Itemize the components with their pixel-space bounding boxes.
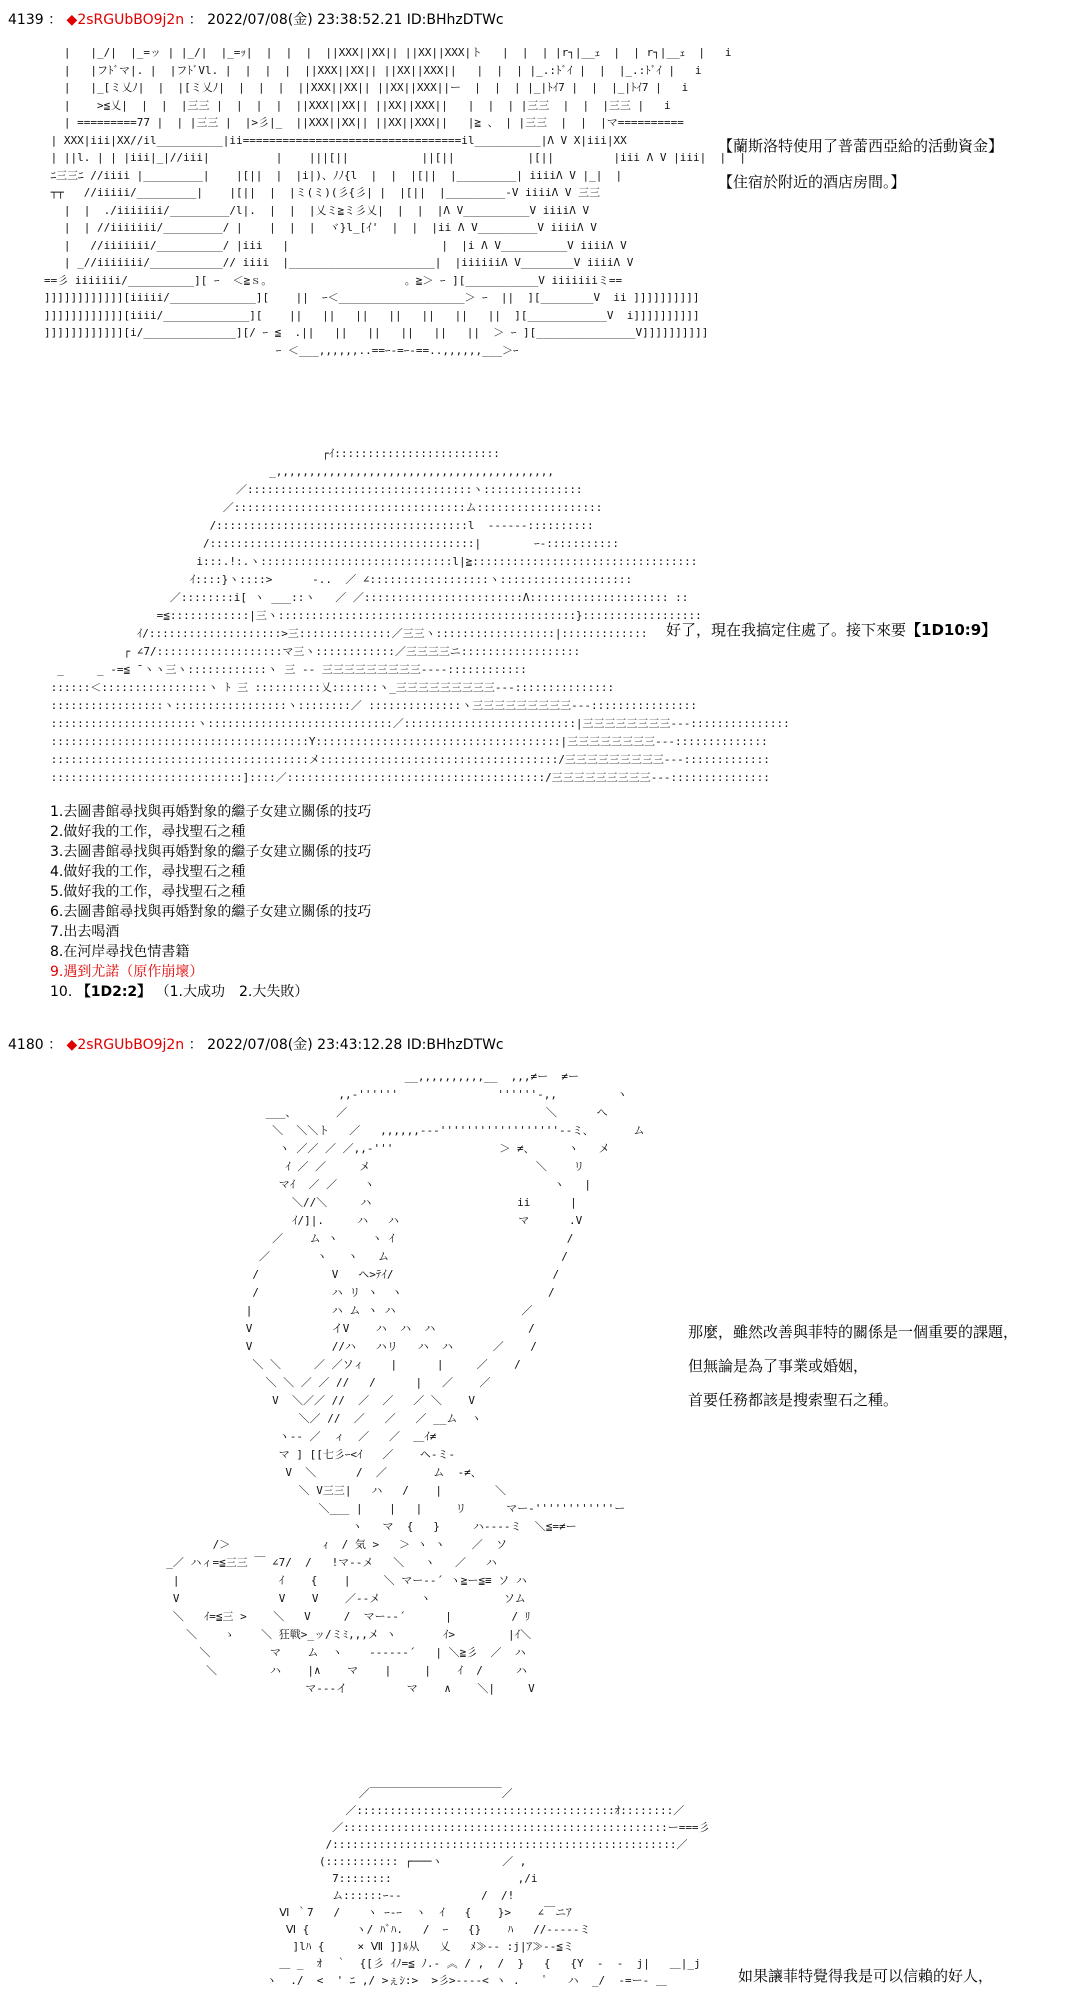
post-number: 4180: [8, 1037, 44, 1053]
list-item: 5.做好我的工作，尋找聖石之種: [50, 884, 246, 900]
speech-line: [666, 620, 996, 640]
post-timestamp: 2022/07/08(金) 23:38:52.21: [207, 12, 403, 28]
poster-trip-link[interactable]: ◆2sRGUbBO9j2n: [66, 1037, 185, 1053]
post-separator: ：: [48, 12, 63, 28]
ascii-art-knight: __,,,,,,,,,,__ ,,,≠ー ≠ー ,,‐'''''' ''''''‐,, ヽ ___、 ／ ＼ へ ＼ ＼＼ト ／ ,,,,,,‐‐‐''''''''''''''''''‐‐ミ、 ム ヽ ／／ ／ ／,,‐''' ＞ ≠、 ヽ メ ｲ ／ ／ メ ＼ リ マｲ ／ ／ ヽ ヽ | ＼//＼ ハ ii | ｲ/]|. ハ ハ マ .V ／ ム ヽ ヽ ｲ / ／ ヽ ヽ ム / / V ヘ>ﾃｲ/ / / ハ リ ヽ ヽ / | ハ ム ヽ ハ ／ V イV ハ ハ ハ / V //ハ ハリ ハ ハ ／ / ＼ ＼ ／ ／ソィ | | ／ / ＼ ＼ ／ ／ // / | ／ ／ V ＼／／ // ／ ／ ／ ＼ V ＼／ // ／ ／ ／ __ム ヽ ヽ-‐ ／ ィ ／ ／ ＿ｲ≠ マ ] [[七彡ｰ<ｲ ／ ヘ-ミ‐ V ＼ / ／ ム ‐≠、 ＼ V三三| ハ / | ＼ ＼___ | | | リ マー‐''''''''''''ー ヽ マ { } ハ‐‐‐‐ミ ＼≦=≠ー /＞ ｨ / 気 > ＞ ヽ ヽ ／ ソ _／ ハィ=≦三三 ￣ ∠7/ / !マ--メ ＼ ヽ ／ ハ | ｲ { | ＼ マー--´ ヽ≧ー≦≡ ソ ハ V V V ／--メ ヽ ソム ＼ ｲ=≦三 > ＼ V / マー--´ | / ﾘ ＼ ゝ ＼ 狂戦>_ッ/ミﾐ,,,メ ヽ ｲ> |ｲ＼ ＼ マ ム ヽ ‐‐‐‐‐-´ | ＼≧彡 ／ ハ ＼ ハ |∧ マ | | ｲ / ハ マ---イ マ ∧ ＼| V: [166, 1070, 645, 1695]
list-item: 4.做好我的工作，尋找聖石之種: [50, 864, 246, 880]
list-item: 8.在河岸尋找色情書籍: [50, 944, 190, 960]
final-line: 如果讓菲特覺得我是可以信賴的好人，: [738, 1967, 994, 1985]
post-header: [8, 11, 504, 29]
list-item: 6.去圖書館尋找與再婚對象的繼子女建立關係的技巧: [50, 904, 372, 920]
narration-block: [688, 1315, 1018, 1417]
list-item: 3.去圖書館尋找與再婚對象的繼子女建立關係的技巧: [50, 844, 372, 860]
dice-roll: 【1D10:9】: [906, 621, 997, 639]
narration-line: 但無論是為了事業或婚姻，: [688, 1357, 869, 1375]
choice-10-prefix: 10.: [50, 984, 73, 1000]
choice-list: [50, 802, 371, 1002]
ascii-art-character-bottom: ／￣￣￣￣￣￣￣￣￣￣￣￣／ ／:::::::::::::::::::::::::::::::::::::::ｵ::::::::／ ／:::::::::::::::::::::::::::::::::::::::::::::::::ー===彡 /::::::::::::::::::::::::::::::::::::::::::::::::::::／ (::::::::::: ┌───ヽ ／ , 7:::::::: ,/i ム::::::ｰ‐‐ / /! Ⅵ ｀7 / ヽ ｰ-ｰ ヽ ｲ { }> ∠￣ニｱ Ⅵ { ヽ/ ﾊﾞﾊ. / ｰ {} ﾊ //‐‐‐‐‐ミ ]lﾊ { × Ⅶ ]]ﾙ从 乂 ﾒ≫‐- :j|ｱ≫‐‐≦ミ ＿ _ ｵ ｀ {[彡 ｲﾉ=≦ ﾉ.- ︽ / , / } { {Y ‐ - j| ＿|_j ヽ ./ < ' ﾆ ,/ >ぇｼ:> >彡>----< ヽ . ﾟ ハ _/ ‐=ー‐ ＿: [265, 1787, 710, 1987]
list-item: 1.去圖書館尋找與再婚對象的繼子女建立關係的技巧: [50, 804, 372, 820]
ascii-art-hotel-room: | |_/| |_=ッ | |_/| |_=ｯ| | | | ||XXX||XX|| ||XX||XXX|ト | | | |r┐|__ｪ | | r┐|__ｪ | i | |フﾄﾞマ|. | |フﾄﾞVl. | | | | ||XXX||XX|| ||XX||XXX|| | | | |_.:ﾄﾞｲ | | |_.:ﾄﾞｲ | i | |_[ミ乂ﾉ| | |[ミ乂ﾉ| | | | ||XXX||XX|| ||XX||XXX||ー | | | |_|ﾄｲ7 | | |_|ﾄｲ7 | i | >≦乂| | | |三三 | | | | ||XXX||XX|| ||XX||XXX|| | | | |三三 | | |三三 | i | =========77 | | |三三 | |>彡|_ ||XXX||XX|| ||XX||XXX|| |≧ 、 | |三三 | | |マ========== | XXX|iii|XX//il__________|ii=================================il__________|Λ V X|iii|XX | ||l. | | |iii|_|//iii| | |||[|| ||[|| |[|| |iii Λ V |iii| | | ﾆ三三ﾆ //iiii |_________| |[|| | |i|)、ﾉﾉ{l | | |[|| |_________| iiiiΛ V |_| | ┬┬ //iiiii/_________| |[|| | |ミ(ミ)(彡{彡| | |[|| |_________-V iiiiΛ V 三三 | | ./iiiiiii/_________/l|. | | |乂ミ≧ミ彡乂| | | |Λ V__________V iiiiΛ V | | //iiiiiii/_________/ | | | | ヾ}l_[ｲ' | | |ii Λ V_________V iiiiΛ V | //iiiiiii/__________/ |iii | | |i Λ V__________V iiiiΛ V | _//iiiiiii/___________// iiii |______________________| |iiiiiiΛ V________V iiiiΛ V ==彡 iiiiiii/__________][ ｰ ＜≧ｓ。 。≧＞ ｰ ][___________V iiiiiiiミ== ]]]]]]]]]]]][iiiii/_____________][ || ｰ＜___________________＞ ｰ || ][________V ii ]]]]]]]]]] ]]]]]]]]]]]][iiii/_____________][ || || || || || || || ][____________V i]]]]]]]]]] ]]]]]]]]]]]][i/______________][/ ｰ ≦ .|| || || || || || ＞ ｰ ][_______________V]]]]]]]]]] ｰ ＜___,,,,,,..==ｰ‐=ｰ‐==..,,,,,,___＞ｰ: [44, 46, 746, 357]
post-id: ID:BHhzDTWc: [406, 12, 504, 28]
choice-10-suffix: （1.大成功 2.大失敗）: [155, 984, 309, 1000]
ascii-art-character-lying: ┌ｲ::::::::::::::::::::::::: _,,,,,,,,,,,,,,,,,,,,,,,,,,,,,,,,,,,,,,,,,, ／::::::::::::::::::::::::::::::::::ヽ::::::::::::::: ／:::::::::::::::::::::::::::::::::::ム::::::::::::::::::: /::::::::::::::::::::::::::::::::::::::l ‐‐‐‐‐-:::::::::: /::::::::::::::::::::::::::::::::::::::::| ｰ‐::::::::::: i:::.!:.ヽ:::::::::::::::::::::::::::::l|≧:::::::::::::::::::::::::::::::::: ｲ::::}ヽ::::> ‐.. ／ ∠::::::::::::::::::ヽ:::::::::::::::::::: ／::::::::i[ ヽ ___::ヽ ／ ／::::::::::::::::::::::::Λ::::::::::::::::::::: :: =≦::::::::::::|三ヽ:::::::::::::::::::::::::::::::::::::::::::::}:::::::::::::::::: ｲ/::::::::::::::::::::>三::::::::::::::／三三ヽ::::::::::::::::::|::::::::::::: ┌ ∠7/:::::::::::::::::::マ三ヽ::::::::::::／三三三三ニ:::::::::::::::::: _ _ -=≦ ¯ヽヽ三ヽ::::::::::::ヽ 三 -- 三三三三三三三三三----:::::::::::: ::::::＜::::::::::::::::ヽ ﾄ 三 ::::::::::乂:::::::ヽ_三三三三三三三三三---::::::::::::::: :::::::::::::::::ヽ:::::::::::::::::ヽ::::::::／ ::::::::::::::ヽ三三三三三三三三三---:::::::::::::::: ::::::::::::::::::::::ヽ::::::::::::::::::::::::::::／::::::::::::::::::::::::::|三三三三三三三三---::::::::::::::: :::::::::::::::::::::::::::::::::::::::Y:::::::::::::::::::::::::::::::::::::|三三三三三三三三---:::::::::::::: :::::::::::::::::::::::::::::::::::::::メ::::::::::::::::::::::::::::::::::::/三三三三三三三三三---::::::::::::: :::::::::::::::::::::::::::::]::::／:::::::::::::::::::::::::::::::::::::::/三三三三三三三三三---:::::::::::::::: [50, 447, 790, 784]
post-number: 4139: [8, 12, 44, 28]
narration-funds: 【蘭斯洛特使用了普蕾西亞給的活動資金】: [718, 137, 1004, 155]
narration-lodging: 【住宿於附近的酒店房間。】: [718, 173, 906, 191]
trip-colon: ：: [188, 12, 203, 28]
narration-line: 那麼，雖然改善與菲特的關係是一個重要的課題，: [688, 1323, 1019, 1341]
list-item-selected: 9.遇到尤諾（原作崩壞）: [50, 964, 204, 980]
speech-text: 好了，現在我搞定住處了。接下來要: [666, 621, 907, 639]
post-timestamp: 2022/07/08(金) 23:43:12.28: [207, 1037, 403, 1053]
narration-line: 首要任務都該是搜索聖石之種。: [688, 1391, 899, 1409]
list-item: 2.做好我的工作，尋找聖石之種: [50, 824, 246, 840]
list-item: 7.出去喝酒: [50, 924, 120, 940]
list-item: [50, 982, 371, 1002]
post-separator: ：: [48, 1037, 63, 1053]
post-header: [8, 1036, 504, 1054]
trip-colon: ：: [188, 1037, 203, 1053]
post-id: ID:BHhzDTWc: [406, 1037, 504, 1053]
poster-trip-link[interactable]: ◆2sRGUbBO9j2n: [66, 12, 185, 28]
choice-10-dice: 【1D2:2】: [76, 984, 152, 1000]
